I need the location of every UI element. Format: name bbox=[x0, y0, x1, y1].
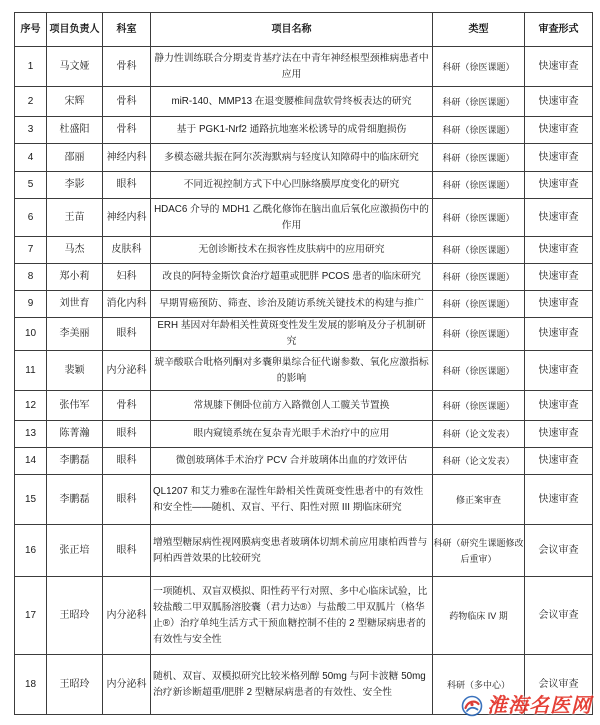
cell-project-title: 不同近视控制方式下中心凹脉络膜厚度变化的研究 bbox=[151, 172, 433, 199]
cell-index: 11 bbox=[15, 351, 47, 391]
table-row bbox=[15, 525, 593, 577]
cell-review-form: 快速审查 bbox=[525, 391, 593, 421]
cell-project-title: 基于 PGK1-Nrf2 通路抗地塞米松诱导的成骨细胞损伤 bbox=[151, 117, 433, 144]
cell-review-form: 快速审查 bbox=[525, 421, 593, 448]
watermark-logo-icon bbox=[461, 695, 483, 717]
watermark bbox=[461, 693, 592, 719]
cell-review-form: 会议审查 bbox=[525, 655, 593, 715]
cell-department: 眼科 bbox=[103, 448, 151, 475]
cell-leader: 马杰 bbox=[47, 237, 103, 264]
cell-review-form: 快速审查 bbox=[525, 172, 593, 199]
cell-leader: 裴颖 bbox=[47, 351, 103, 391]
cell-leader: 张伟军 bbox=[47, 391, 103, 421]
cell-type: 科研（多中心） bbox=[433, 655, 525, 715]
cell-leader: 杜盛阳 bbox=[47, 117, 103, 144]
cell-index: 3 bbox=[15, 117, 47, 144]
cell-department: 妇科 bbox=[103, 264, 151, 291]
cell-project-title: 无创诊断技术在损容性皮肤病中的应用研究 bbox=[151, 237, 433, 264]
header-project-title: 项目名称 bbox=[151, 13, 433, 47]
cell-project-title: 多模态磁共振在阿尔茨海默病与轻度认知障碍中的临床研究 bbox=[151, 144, 433, 172]
cell-type: 修正案审查 bbox=[433, 475, 525, 525]
watermark-text: 淮海名医网 bbox=[487, 695, 592, 717]
cell-department: 眼科 bbox=[103, 525, 151, 577]
table-row bbox=[15, 87, 593, 117]
cell-department: 皮肤科 bbox=[103, 237, 151, 264]
table-row bbox=[15, 448, 593, 475]
cell-type: 科研（徐医课题） bbox=[433, 237, 525, 264]
cell-type: 科研（徐医课题） bbox=[433, 264, 525, 291]
cell-project-title: 眼内窥镜系统在复杂青光眼手术治疗中的应用 bbox=[151, 421, 433, 448]
table-row bbox=[15, 577, 593, 655]
cell-type: 科研（徐医课题） bbox=[433, 318, 525, 351]
cell-project-title: 常规膝下侧卧位前方入路微创人工髋关节置换 bbox=[151, 391, 433, 421]
cell-type: 科研（徐医课题） bbox=[433, 47, 525, 87]
cell-review-form: 快速审查 bbox=[525, 117, 593, 144]
cell-department: 内分泌科 bbox=[103, 577, 151, 655]
cell-department: 骨科 bbox=[103, 117, 151, 144]
cell-type: 科研（徐医课题） bbox=[433, 172, 525, 199]
cell-leader: 陈菁瀚 bbox=[47, 421, 103, 448]
table-row bbox=[15, 351, 593, 391]
cell-index: 15 bbox=[15, 475, 47, 525]
cell-review-form: 快速审查 bbox=[525, 351, 593, 391]
table-row bbox=[15, 117, 593, 144]
cell-department: 骨科 bbox=[103, 87, 151, 117]
header-type: 类型 bbox=[433, 13, 525, 47]
cell-leader: 邵丽 bbox=[47, 144, 103, 172]
cell-type: 科研（徐医课题） bbox=[433, 291, 525, 318]
cell-department: 神经内科 bbox=[103, 144, 151, 172]
cell-review-form: 快速审查 bbox=[525, 47, 593, 87]
cell-index: 12 bbox=[15, 391, 47, 421]
cell-leader: 李影 bbox=[47, 172, 103, 199]
cell-department: 内分泌科 bbox=[103, 655, 151, 715]
table-row bbox=[15, 421, 593, 448]
cell-leader: 张正培 bbox=[47, 525, 103, 577]
project-review-table bbox=[14, 12, 593, 715]
cell-index: 8 bbox=[15, 264, 47, 291]
cell-project-title: 琥辛酸联合吡格列酮对多囊卵巢综合征代谢参数、氧化应激指标的影响 bbox=[151, 351, 433, 391]
cell-type: 科研（徐医课题） bbox=[433, 87, 525, 117]
cell-index: 2 bbox=[15, 87, 47, 117]
cell-leader: 王苗 bbox=[47, 199, 103, 237]
cell-leader: 李美丽 bbox=[47, 318, 103, 351]
cell-project-title: 早期胃癌预防、筛查、诊治及随访系统关键技术的构建与推广 bbox=[151, 291, 433, 318]
cell-project-title: QL1207 和艾力雅®在湿性年龄相关性黄斑变性患者中的有效性和安全性——随机、双盲、平行、阳性对照 III 期临床研究 bbox=[151, 475, 433, 525]
header-department: 科室 bbox=[103, 13, 151, 47]
table-row bbox=[15, 47, 593, 87]
cell-index: 10 bbox=[15, 318, 47, 351]
cell-leader: 李鹏磊 bbox=[47, 448, 103, 475]
cell-index: 13 bbox=[15, 421, 47, 448]
table-row bbox=[15, 199, 593, 237]
cell-department: 眼科 bbox=[103, 318, 151, 351]
cell-leader: 宋辉 bbox=[47, 87, 103, 117]
cell-review-form: 快速审查 bbox=[525, 448, 593, 475]
cell-review-form: 快速审查 bbox=[525, 475, 593, 525]
table-row bbox=[15, 264, 593, 291]
cell-department: 骨科 bbox=[103, 47, 151, 87]
cell-department: 眼科 bbox=[103, 475, 151, 525]
cell-project-title: miR-140、MMP13 在退变腰椎间盘软骨终板表达的研究 bbox=[151, 87, 433, 117]
cell-review-form: 快速审查 bbox=[525, 144, 593, 172]
table-row bbox=[15, 144, 593, 172]
table-row bbox=[15, 291, 593, 318]
header-row bbox=[15, 13, 593, 47]
cell-type: 科研（论文发表） bbox=[433, 421, 525, 448]
cell-type: 科研（徐医课题） bbox=[433, 117, 525, 144]
cell-leader: 马文娅 bbox=[47, 47, 103, 87]
cell-department: 眼科 bbox=[103, 421, 151, 448]
cell-index: 6 bbox=[15, 199, 47, 237]
cell-department: 消化内科 bbox=[103, 291, 151, 318]
cell-leader: 王昭玲 bbox=[47, 577, 103, 655]
cell-index: 5 bbox=[15, 172, 47, 199]
cell-index: 18 bbox=[15, 655, 47, 715]
cell-project-title: 一项随机、双盲双模拟、阳性药平行对照、多中心临床试验，比较盐酸二甲双胍肠溶胶囊（君力达®）与盐酸二甲双胍片（格华止®）治疗单纯生活方式干预血糖控制不佳的 2 型糖尿病患者的有效性与安全性 bbox=[151, 577, 433, 655]
cell-review-form: 快速审查 bbox=[525, 318, 593, 351]
cell-leader: 郑小莉 bbox=[47, 264, 103, 291]
cell-index: 4 bbox=[15, 144, 47, 172]
cell-type: 药物临床 IV 期 bbox=[433, 577, 525, 655]
cell-review-form: 快速审查 bbox=[525, 199, 593, 237]
cell-project-title: HDAC6 介导的 MDH1 乙酰化修饰在脑出血后氧化应激损伤中的作用 bbox=[151, 199, 433, 237]
cell-department: 骨科 bbox=[103, 391, 151, 421]
cell-leader: 李鹏磊 bbox=[47, 475, 103, 525]
table-row bbox=[15, 237, 593, 264]
cell-department: 眼科 bbox=[103, 172, 151, 199]
table-row bbox=[15, 172, 593, 199]
header-review-form: 审查形式 bbox=[525, 13, 593, 47]
cell-type: 科研（徐医课题） bbox=[433, 351, 525, 391]
cell-type: 科研（徐医课题） bbox=[433, 391, 525, 421]
cell-index: 1 bbox=[15, 47, 47, 87]
cell-type: 科研（徐医课题） bbox=[433, 199, 525, 237]
table-body bbox=[15, 47, 593, 715]
header-index: 序号 bbox=[15, 13, 47, 47]
cell-project-title: 静力性训练联合分期麦肯基疗法在中青年神经根型颈椎病患者中应用 bbox=[151, 47, 433, 87]
cell-department: 神经内科 bbox=[103, 199, 151, 237]
cell-review-form: 快速审查 bbox=[525, 87, 593, 117]
cell-index: 14 bbox=[15, 448, 47, 475]
cell-index: 17 bbox=[15, 577, 47, 655]
cell-project-title: 随机、双盲、双模拟研究比较米格列醇 50mg 与阿卡波糖 50mg 治疗新诊断超重/肥胖 2 型糖尿病患者的有效性、安全性 bbox=[151, 655, 433, 715]
cell-index: 7 bbox=[15, 237, 47, 264]
cell-project-title: 微创玻璃体手术治疗 PCV 合并玻璃体出血的疗效评估 bbox=[151, 448, 433, 475]
cell-type: 科研（徐医课题） bbox=[433, 144, 525, 172]
cell-type: 科研（论文发表） bbox=[433, 448, 525, 475]
table-row bbox=[15, 318, 593, 351]
cell-index: 16 bbox=[15, 525, 47, 577]
cell-leader: 刘世育 bbox=[47, 291, 103, 318]
cell-review-form: 快速审查 bbox=[525, 237, 593, 264]
cell-leader: 王昭玲 bbox=[47, 655, 103, 715]
cell-review-form: 快速审查 bbox=[525, 291, 593, 318]
table-header bbox=[15, 13, 593, 47]
cell-project-title: 增殖型糖尿病性视网膜病变患者玻璃体切割术前应用康柏西普与阿柏西普效果的比较研究 bbox=[151, 525, 433, 577]
cell-review-form: 会议审查 bbox=[525, 525, 593, 577]
cell-project-title: 改良的阿特金斯饮食治疗超重或肥胖 PCOS 患者的临床研究 bbox=[151, 264, 433, 291]
cell-project-title: ERH 基因对年龄相关性黄斑变性发生发展的影响及分子机制研究 bbox=[151, 318, 433, 351]
header-leader: 项目负责人 bbox=[47, 13, 103, 47]
cell-index: 9 bbox=[15, 291, 47, 318]
cell-review-form: 会议审查 bbox=[525, 577, 593, 655]
cell-department: 内分泌科 bbox=[103, 351, 151, 391]
cell-review-form: 快速审查 bbox=[525, 264, 593, 291]
table-row bbox=[15, 475, 593, 525]
cell-type: 科研（研究生课题修改后重审） bbox=[433, 525, 525, 577]
table-row bbox=[15, 391, 593, 421]
